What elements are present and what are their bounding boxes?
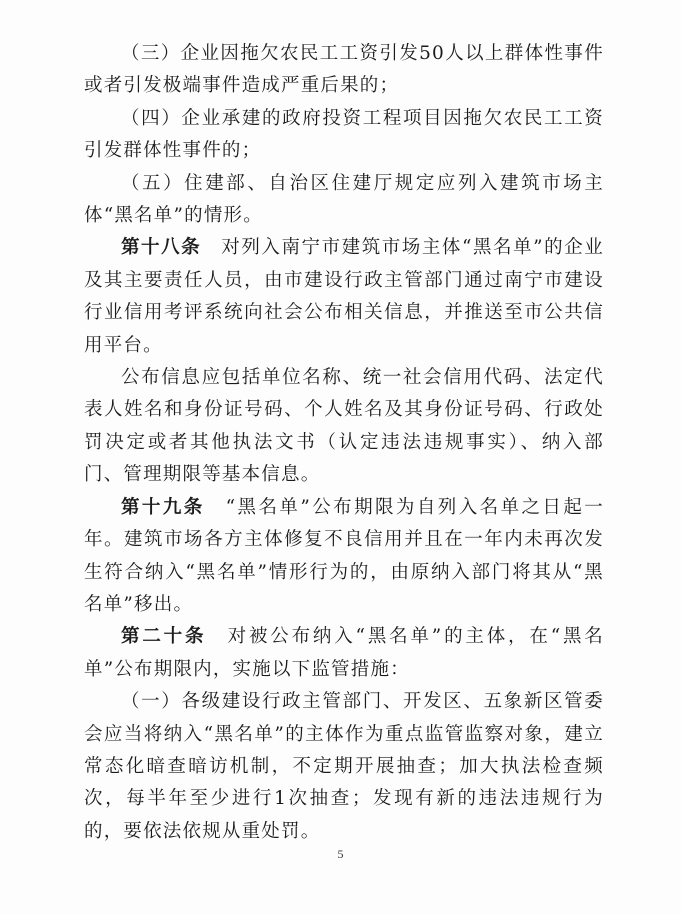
measure-item-1	[84, 686, 604, 848]
paragraph-text: 公布信息应包括单位名称、统一社会信用代码、法定代表人姓名和身份证号码、个人姓名及其身份证号码、行政处罚决定或者其他执法文书（认定违法违规事实）、纳入部门、管理期限等基本信息。	[84, 367, 604, 486]
paragraph-text: 对列入南宁市建筑市场主体“黑名单”的企业及其主要责任人员，由市建设行政主管部门通过南宁市建设行业信用考评系统向社会公布相关信息，并推送至市公共信用平台。	[84, 237, 604, 356]
article-19	[84, 492, 604, 622]
paragraph-text: （五）住建部、自治区住建厅规定应列入建筑市场主体“黑名单”的情形。	[84, 172, 604, 227]
paragraph-text: （四）企业承建的政府投资工程项目因拖欠农民工工资引发群体性事件的；	[84, 107, 604, 162]
article-18	[84, 232, 604, 362]
article-heading: 第十八条	[121, 237, 202, 259]
article-20	[84, 621, 604, 686]
paragraph-text: （三）企业因拖欠农民工工资引发50人以上群体性事件或者引发极端事件造成严重后果的；	[84, 43, 604, 97]
article-heading: 第十九条	[121, 496, 205, 518]
article-heading: 第二十条	[121, 626, 207, 648]
paragraph-text: （一）各级建设行政主管部门、开发区、五象新区管委会应当将纳入“黑名单”的主体作为重点监管监察对象，建立常态化暗查暗访机制，不定期开展抽查；加大执法检查频次，每半年至少进行1次抽查；发现有新的违法违规行为的，要依法依规从重处罚。	[84, 691, 604, 842]
document-body	[84, 38, 604, 848]
paragraph-text: 对被公布纳入“黑名单”的主体，在“黑名单”公布期限内，实施以下监管措施：	[84, 626, 604, 680]
page-number: 5	[337, 847, 344, 861]
paragraph-text: “黑名单”公布期限为自列入名单之日起一年。建筑市场各方主体修复不良信用并且在一年内未再次发生符合纳入“黑名单”情形行为的，由原纳入部门将其从“黑名单”移出。	[84, 496, 604, 615]
paragraph-item-3	[84, 38, 604, 103]
disclosure-info-paragraph	[84, 362, 604, 492]
paragraph-item-5	[84, 168, 604, 233]
paragraph-item-4	[84, 103, 604, 168]
